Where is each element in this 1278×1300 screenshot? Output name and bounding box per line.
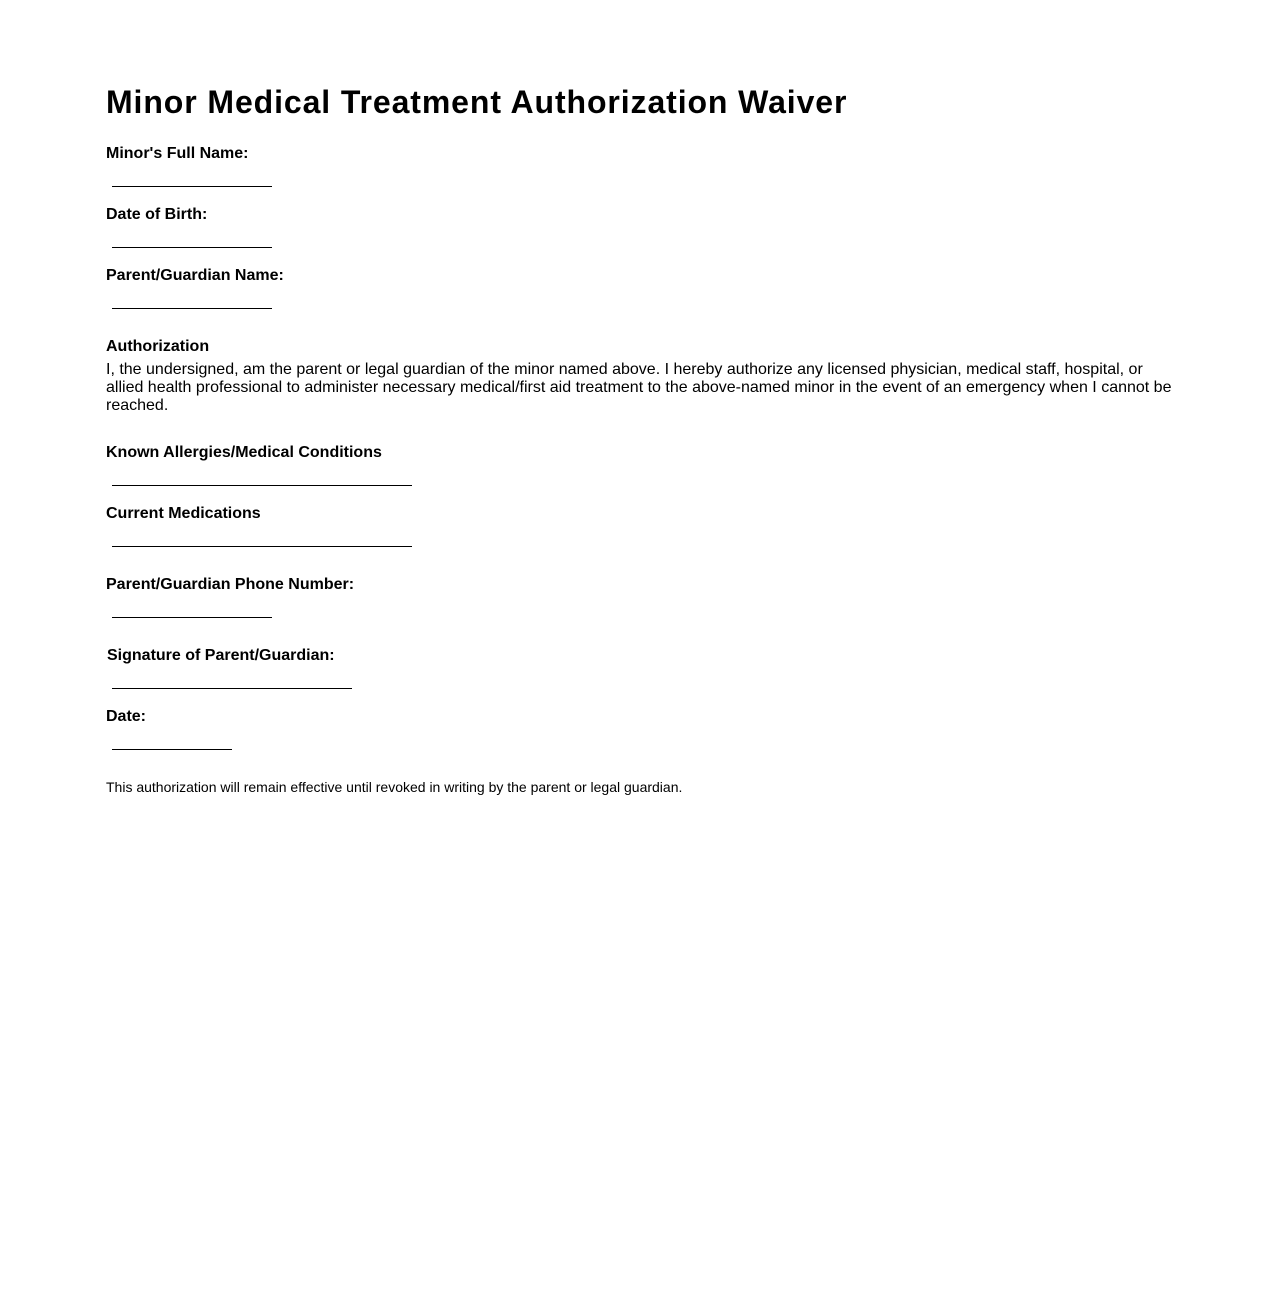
authorization-heading: Authorization [106, 338, 210, 355]
signature-field[interactable] [112, 688, 352, 689]
phone-label: Parent/Guardian Phone Number: [106, 576, 355, 593]
guardian-name-label: Parent/Guardian Name: [106, 267, 284, 284]
signature-label: Signature of Parent/Guardian: [107, 647, 335, 664]
phone-field[interactable] [112, 617, 272, 618]
medications-label: Current Medications [106, 505, 261, 522]
footer-note: This authorization will remain effective until revoked in writing by the parent or legal guardian. [106, 779, 683, 795]
page-title: Minor Medical Treatment Authorization Waiver [106, 84, 848, 120]
minor-name-field[interactable] [112, 186, 272, 187]
allergies-field[interactable] [112, 485, 412, 486]
medications-field[interactable] [112, 546, 412, 547]
date-of-birth-field[interactable] [112, 247, 272, 248]
date-label: Date: [106, 708, 147, 725]
date-of-birth-label: Date of Birth: [106, 206, 208, 223]
minor-name-label: Minor's Full Name: [106, 145, 249, 162]
date-field[interactable] [112, 749, 232, 750]
authorization-text: I, the undersigned, am the parent or legal guardian of the minor named above. I hereby authorize any licensed physician, medical staff, hospital, or allied health professional to administer necessary medical/first aid treatment to the above-named minor in the event of an emergency when I cannot be reached. [106, 361, 1172, 414]
allergies-label: Known Allergies/Medical Conditions [106, 444, 382, 461]
guardian-name-field[interactable] [112, 308, 272, 309]
